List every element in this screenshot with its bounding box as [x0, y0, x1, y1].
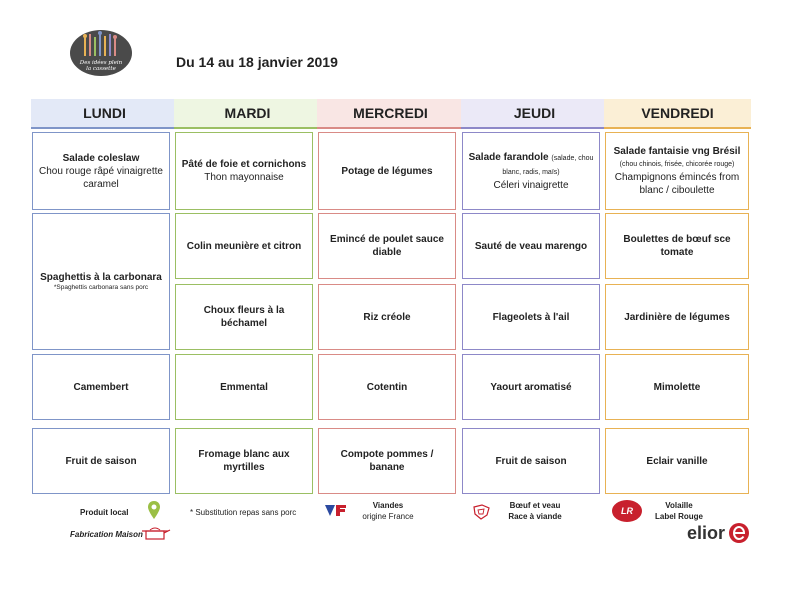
- header-lundi: LUNDI: [31, 99, 178, 129]
- lundi-fromage: Camembert: [32, 354, 170, 420]
- legend-substitution: * Substitution repas sans porc: [190, 508, 297, 517]
- legend-produit-local: Produit local: [80, 508, 129, 517]
- legend-volaille: Volaille Label Rouge: [654, 501, 703, 521]
- vendredi-dessert: Eclair vanille: [605, 428, 749, 494]
- logo: [70, 30, 132, 76]
- header-mardi: MARDI: [174, 99, 321, 129]
- mercredi-plat: Emincé de poulet sauce diable: [318, 213, 456, 279]
- vendredi-fromage: Mimolette: [605, 354, 749, 420]
- header-vendredi: VENDREDI: [604, 99, 751, 129]
- mercredi-dessert: Compote pommes / banane: [318, 428, 456, 494]
- mardi-entree: Pâté de foie et cornichons Thon mayonnaise: [175, 132, 313, 210]
- jeudi-entree: Salade farandole (salade, chou blanc, radis, maïs) Céleri vinaigrette: [462, 132, 600, 210]
- elior-e-icon: [728, 522, 750, 544]
- lundi-entree: Salade coleslaw Chou rouge râpé vinaigrette caramel: [32, 132, 170, 210]
- mercredi-accompagnement: Riz créole: [318, 284, 456, 350]
- mardi-accompagnement: Choux fleurs à la béchamel: [175, 284, 313, 350]
- cooking-pot-icon: [141, 526, 171, 542]
- jeudi-dessert: Fruit de saison: [462, 428, 600, 494]
- page-title: Du 14 au 18 janvier 2019: [176, 54, 338, 70]
- jeudi-plat: Sauté de veau marengo: [462, 213, 600, 279]
- jeudi-fromage: Yaourt aromatisé: [462, 354, 600, 420]
- mardi-fromage: Emmental: [175, 354, 313, 420]
- label-rouge-icon: LR: [612, 500, 642, 522]
- lundi-plat: Spaghettis à la carbonara *Spaghettis carbonara sans porc: [32, 213, 170, 350]
- mardi-dessert: Fromage blanc aux myrtilles: [175, 428, 313, 494]
- header-mercredi: MERCREDI: [317, 99, 464, 129]
- header-jeudi: JEUDI: [461, 99, 608, 129]
- jeudi-accompagnement: Flageolets à l'ail: [462, 284, 600, 350]
- vendredi-plat: Boulettes de bœuf sce tomate: [605, 213, 749, 279]
- viandes-france-icon: [324, 504, 348, 518]
- lundi-dessert: Fruit de saison: [32, 428, 170, 494]
- mardi-plat: Colin meunière et citron: [175, 213, 313, 279]
- legend-boeuf-veau: Bœuf et veau Race à viande: [508, 501, 562, 521]
- elior-logo: elior: [687, 522, 750, 544]
- legend-viandes: Viandes origine France: [362, 501, 414, 521]
- mercredi-fromage: Cotentin: [318, 354, 456, 420]
- legend-fabrication-maison: Fabrication Maison: [70, 530, 143, 539]
- vendredi-entree: Salade fantaisie vng Brésil (chou chinois, frisée, chicorée rouge) Champignons émincés from blanc / ciboulette: [605, 132, 749, 210]
- mercredi-entree: Potage de légumes: [318, 132, 456, 210]
- location-pin-icon: [147, 500, 161, 520]
- race-a-viande-icon: [472, 503, 492, 521]
- logo-text: Des idées plein la cassette: [79, 60, 123, 72]
- vendredi-accompagnement: Jardinière de légumes: [605, 284, 749, 350]
